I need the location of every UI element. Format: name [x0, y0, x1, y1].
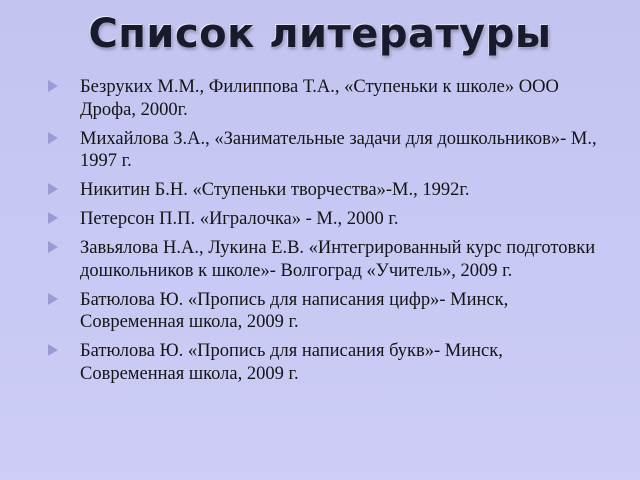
bullet-arrow-icon: [48, 212, 58, 224]
bibliography-list: [48, 76, 608, 392]
list-item-text: Батюлова Ю. «Пропись для написания цифр»- Минск, Современная школа, 2009 г.: [80, 289, 509, 332]
list-item-text: Михайлова З.А., «Занимательные задачи для дошкольников»- М., 1997 г.: [80, 128, 597, 171]
slide-title: Список литературы: [88, 11, 552, 57]
list-item: [48, 237, 608, 282]
bullet-arrow-icon: [48, 293, 58, 305]
list-item: [48, 289, 608, 334]
list-item-text: Батюлова Ю. «Пропись для написания букв»- Минск, Современная школа, 2009 г.: [80, 341, 503, 384]
list-item: [48, 340, 608, 385]
bullet-arrow-icon: [48, 80, 58, 92]
list-item: [48, 128, 608, 173]
list-item: [48, 179, 608, 202]
list-item-text: Безруких М.М., Филиппова Т.А., «Ступеньки к школе» ООО Дрофа, 2000г.: [80, 77, 559, 120]
list-item: [48, 76, 608, 121]
list-item: [48, 208, 608, 231]
list-item-text: Петерсон П.П. «Игралочка» - М., 2000 г.: [80, 209, 399, 229]
bullet-arrow-icon: [48, 183, 58, 195]
list-item-text: Завьялова Н.А., Лукина Е.В. «Интегрированный курс подготовки дошкольников к школе»- Волгоград «Учитель», 2009 г.: [80, 238, 596, 281]
bullet-arrow-icon: [48, 241, 58, 253]
bullet-arrow-icon: [48, 132, 58, 144]
list-item-text: Никитин Б.Н. «Ступеньки творчества»-М., 1992г.: [80, 180, 470, 200]
bullet-arrow-icon: [48, 344, 58, 356]
